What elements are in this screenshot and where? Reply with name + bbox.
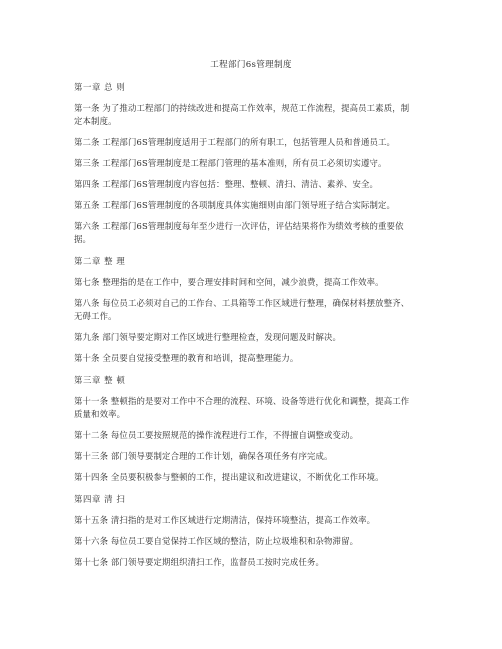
- article-2: 第二条 工程部门6S管理制度适用于工程部门的所有职工，包括管理人员和普通员工。: [74, 137, 396, 147]
- chapter-heading-3: 第三章 整 顿: [74, 375, 126, 385]
- article-15: 第十五条 清扫指的是对工作区域进行定期清洁，保持环境整洁，提高工作效率。: [74, 515, 376, 525]
- article-10: 第十条 全员要自觉接受整理的教育和培训，提高整理能力。: [74, 353, 299, 363]
- article-12: 第十二条 每位员工要按照规范的操作流程进行工作，不得擅自调整或变动。: [74, 430, 359, 440]
- article-11-line-1: 第十一条 整顿指的是要对工作中不合理的流程、环境、设备等进行优化和调整，提高工作: [74, 396, 410, 406]
- article-6-line-2: 据。: [74, 234, 92, 244]
- article-1-line-2: 定本制度。: [74, 116, 117, 126]
- article-6-line-1: 第六条 工程部门6S管理制度每年至少进行一次评估，评估结果将作为绩效考核的重要依: [74, 221, 404, 231]
- chapter-heading-1: 第一章 总 则: [74, 82, 126, 92]
- article-16: 第十六条 每位员工要自觉保持工作区域的整洁，防止垃圾堆积和杂物滞留。: [74, 536, 359, 546]
- article-1-line-1: 第一条 为了推动工程部门的持续改进和提高工作效率，规范工作流程，提高员工素质，制: [74, 103, 410, 113]
- article-8-line-1: 第八条 每位员工必须对自己的工作台、工具箱等工作区域进行整理，确保材料摆放整齐、: [74, 298, 410, 308]
- article-4: 第四条 工程部门6S管理制度内容包括：整理、整顿、清扫、清洁、素养、安全。: [74, 179, 379, 189]
- article-13: 第十三条 部门领导要制定合理的工作计划，确保各项任务有序完成。: [74, 451, 333, 461]
- article-14: 第十四条 全员要积极参与整顿的工作，提出建议和改进建议，不断优化工作环境。: [74, 472, 384, 482]
- chapter-heading-2: 第二章 整 理: [74, 256, 126, 266]
- article-3: 第三条 工程部门6S管理制度是工程部门管理的基本准则，所有员工必须切实遵守。: [74, 158, 387, 168]
- article-8-line-2: 无碍工作。: [74, 311, 117, 321]
- article-11-line-2: 质量和效率。: [74, 409, 126, 419]
- article-5: 第五条 工程部门6S管理制度的各项制度具体实施细则由部门领导班子结合实际制定。: [74, 200, 396, 210]
- article-17: 第十七条 部门领导要定期组织清扫工作，监督员工按时完成任务。: [74, 557, 325, 567]
- chapter-heading-4: 第四章 清 扫: [74, 494, 126, 504]
- document-title: 工程部门6s管理制度: [210, 60, 292, 70]
- article-9: 第九条 部门领导要定期对工作区域进行整理检查，发现问题及时解决。: [74, 332, 342, 342]
- article-7: 第七条 整理指的是在工作中，要合理安排时间和空间，减少浪费，提高工作效率。: [74, 277, 384, 287]
